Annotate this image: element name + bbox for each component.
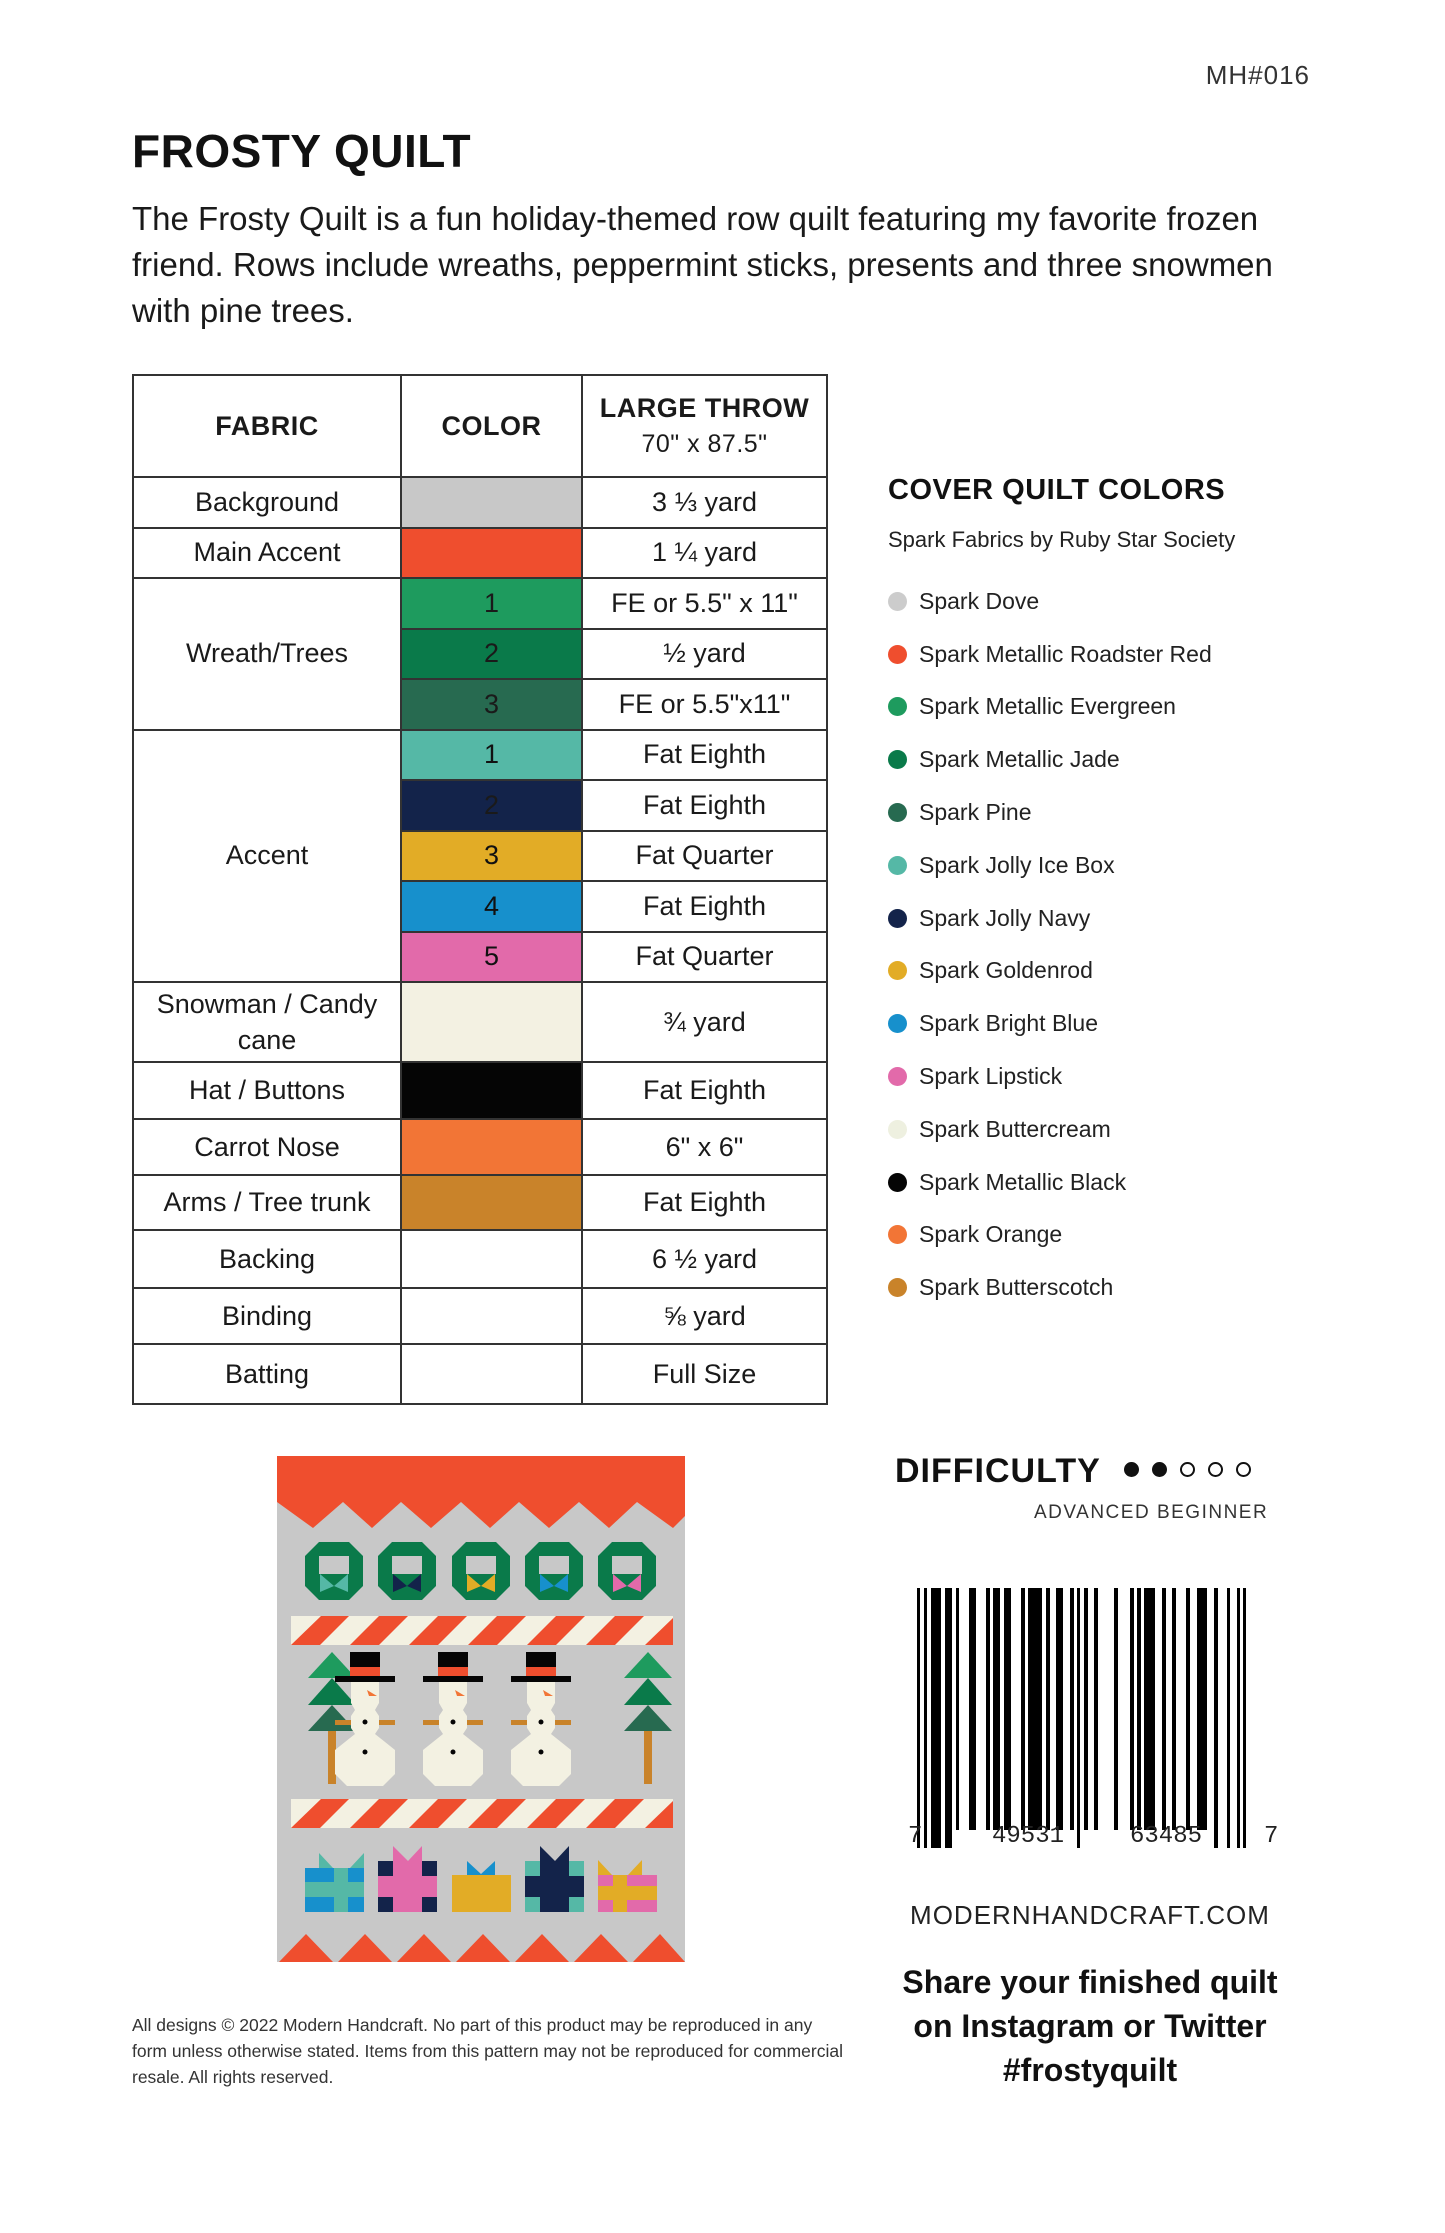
yardage: 3 ⅓ yard <box>582 477 827 528</box>
color-name: Spark Metallic Jade <box>919 746 1120 773</box>
color-dot-icon <box>888 961 907 980</box>
fabric-name: Hat / Buttons <box>133 1062 401 1119</box>
color-name: Spark Dove <box>919 587 1040 614</box>
yardage: Fat Quarter <box>582 831 827 882</box>
fabric-name: Snowman / Candy cane <box>133 982 401 1062</box>
color-legend-item <box>888 945 1235 998</box>
color-dot-icon <box>888 856 907 875</box>
hashtag: #frostyquilt <box>1002 2052 1178 2088</box>
cover-quilt-colors <box>888 474 1235 1314</box>
color-swatch <box>401 1062 582 1119</box>
color-name: Spark Metallic Roadster Red <box>919 640 1212 667</box>
barcode <box>900 1576 1280 1856</box>
page-title: FROSTY QUILT <box>132 125 472 177</box>
color-dot-icon <box>888 1278 907 1297</box>
color-legend-list <box>888 575 1235 1314</box>
table-header-row <box>133 375 827 477</box>
color-name: Spark Pine <box>919 799 1032 826</box>
table-row <box>133 1119 827 1175</box>
color-dot-icon <box>888 1067 907 1086</box>
color-dot-icon <box>888 803 907 822</box>
header-size-label: LARGE THROW <box>599 393 810 423</box>
color-name: Spark Bright Blue <box>919 1010 1098 1037</box>
barcode-right-group: 63485 <box>1130 1823 1203 1850</box>
yardage: FE or 5.5" x 11" <box>582 578 827 629</box>
color-dot-icon <box>888 750 907 769</box>
peppermint-stripe-top <box>291 1616 673 1645</box>
fabric-name: Carrot Nose <box>133 1119 401 1175</box>
fabric-name: Background <box>133 477 401 528</box>
table-row <box>133 1062 827 1119</box>
empty-dot-icon <box>1208 1462 1223 1477</box>
yardage: Fat Eighth <box>582 1175 827 1230</box>
color-swatch <box>401 1175 582 1230</box>
header-fabric: FABRIC <box>133 375 401 477</box>
share-line-2: on Instagram or Twitter <box>913 2008 1267 2044</box>
color-legend-item <box>888 628 1235 681</box>
color-legend-item <box>888 997 1235 1050</box>
table-row <box>133 730 827 781</box>
color-swatch <box>401 982 582 1062</box>
color-swatch <box>401 528 582 579</box>
color-dot-icon <box>888 592 907 611</box>
color-dot-icon <box>888 1120 907 1139</box>
color-legend-item <box>888 1156 1235 1209</box>
yardage: FE or 5.5"x11" <box>582 679 827 730</box>
pattern-description: The Frosty Quilt is a fun holiday-themed row quilt featuring my favorite frozen friend. Rows include wreaths, peppermint sticks, presents and three snowmen with pine trees. <box>132 200 1273 329</box>
share-line-1: Share your finished quilt <box>902 1964 1278 2000</box>
color-legend-item <box>888 681 1235 734</box>
empty-dot-icon <box>1180 1462 1195 1477</box>
fabric-name: Backing <box>133 1230 401 1288</box>
color-dot-icon <box>888 645 907 664</box>
color-name: Spark Jolly Navy <box>919 904 1091 931</box>
color-dot-icon <box>888 697 907 716</box>
color-swatch: 2 <box>401 780 582 831</box>
yardage: ¾ yard <box>582 982 827 1062</box>
color-name: Spark Metallic Evergreen <box>919 693 1176 720</box>
peppermint-stripe-bottom <box>291 1799 673 1828</box>
pattern-code: MH#016 <box>1205 60 1310 90</box>
color-swatch: 3 <box>401 831 582 882</box>
yardage: Full Size <box>582 1344 827 1404</box>
yardage: Fat Quarter <box>582 932 827 983</box>
color-legend-item <box>888 733 1235 786</box>
table-row <box>133 528 827 579</box>
yardage: Fat Eighth <box>582 730 827 781</box>
color-legend-item <box>888 1261 1235 1314</box>
fabric-name: Accent <box>133 730 401 983</box>
color-legend-item <box>888 1050 1235 1103</box>
barcode-digit-last: 7 <box>1264 1823 1279 1850</box>
empty-dot-icon <box>1236 1462 1251 1477</box>
fabric-name: Wreath/Trees <box>133 578 401 730</box>
color-swatch <box>401 1119 582 1175</box>
color-swatch <box>401 477 582 528</box>
yardage: Fat Eighth <box>582 780 827 831</box>
website-link[interactable]: MODERNHANDCRAFT.COM <box>910 1900 1270 1930</box>
color-swatch: 2 <box>401 629 582 680</box>
color-swatch: 3 <box>401 679 582 730</box>
color-name: Spark Buttercream <box>919 1115 1111 1142</box>
color-swatch: 4 <box>401 881 582 932</box>
fabric-name: Batting <box>133 1344 401 1404</box>
filled-dot-icon <box>1124 1462 1139 1477</box>
difficulty-level: ADVANCED BEGINNER <box>1034 1502 1269 1523</box>
color-swatch: 1 <box>401 730 582 781</box>
fabric-name: Binding <box>133 1288 401 1344</box>
color-name: Spark Butterscotch <box>919 1274 1114 1301</box>
yardage: ½ yard <box>582 629 827 680</box>
yardage: Fat Eighth <box>582 1062 827 1119</box>
color-swatch <box>401 1288 582 1344</box>
yardage: 6" x 6" <box>582 1119 827 1175</box>
cover-colors-subtitle: Spark Fabrics by Ruby Star Society <box>888 527 1236 552</box>
color-name: Spark Lipstick <box>919 1063 1063 1090</box>
color-legend-item <box>888 786 1235 839</box>
color-legend-item <box>888 892 1235 945</box>
header-size-dims: 70" x 87.5" <box>641 430 768 458</box>
difficulty-rating <box>1124 1462 1251 1477</box>
color-dot-icon <box>888 1014 907 1033</box>
table-row <box>133 1288 827 1344</box>
wreath-row <box>305 1542 656 1600</box>
header-color: COLOR <box>401 375 582 477</box>
color-legend-item <box>888 1209 1235 1262</box>
difficulty-label: DIFFICULTY <box>895 1452 1101 1490</box>
table-row <box>133 578 827 629</box>
table-row <box>133 982 827 1062</box>
cover-colors-title: COVER QUILT COLORS <box>888 474 1226 506</box>
color-swatch <box>401 1344 582 1404</box>
color-swatch <box>401 1230 582 1288</box>
color-legend-item <box>888 1103 1235 1156</box>
color-legend-item <box>888 839 1235 892</box>
filled-dot-icon <box>1152 1462 1167 1477</box>
quilt-cover-image <box>277 1456 685 1962</box>
color-name: Spark Goldenrod <box>919 957 1093 984</box>
barcode-left-group: 49531 <box>992 1823 1065 1850</box>
table-row <box>133 1230 827 1288</box>
copyright-notice: All designs © 2022 Modern Handcraft. No part of this product may be reproduced in any form unless otherwise stated. Items from this pattern may not be reproduced for commercial resale. All rights reserved. <box>132 2015 843 2087</box>
header-large-throw <box>582 375 827 477</box>
color-swatch: 1 <box>401 578 582 629</box>
fabric-name: Main Accent <box>133 528 401 579</box>
table-row <box>133 1344 827 1404</box>
table-row <box>133 1175 827 1230</box>
yardage: ⅝ yard <box>582 1288 827 1344</box>
yardage: Fat Eighth <box>582 881 827 932</box>
yardage: 1 ¼ yard <box>582 528 827 579</box>
color-swatch: 5 <box>401 932 582 983</box>
yardage: 6 ½ yard <box>582 1230 827 1288</box>
share-callout <box>880 1960 1300 2092</box>
color-name: Spark Jolly Ice Box <box>919 851 1115 878</box>
color-dot-icon <box>888 1225 907 1244</box>
barcode-digit-first: 7 <box>908 1823 923 1850</box>
table-row <box>133 477 827 528</box>
color-dot-icon <box>888 1173 907 1192</box>
color-name: Spark Orange <box>919 1221 1063 1248</box>
fabric-requirements-table <box>132 374 828 1405</box>
color-legend-item <box>888 575 1235 628</box>
color-dot-icon <box>888 909 907 928</box>
color-name: Spark Metallic Black <box>919 1168 1127 1195</box>
fabric-name: Arms / Tree trunk <box>133 1175 401 1230</box>
